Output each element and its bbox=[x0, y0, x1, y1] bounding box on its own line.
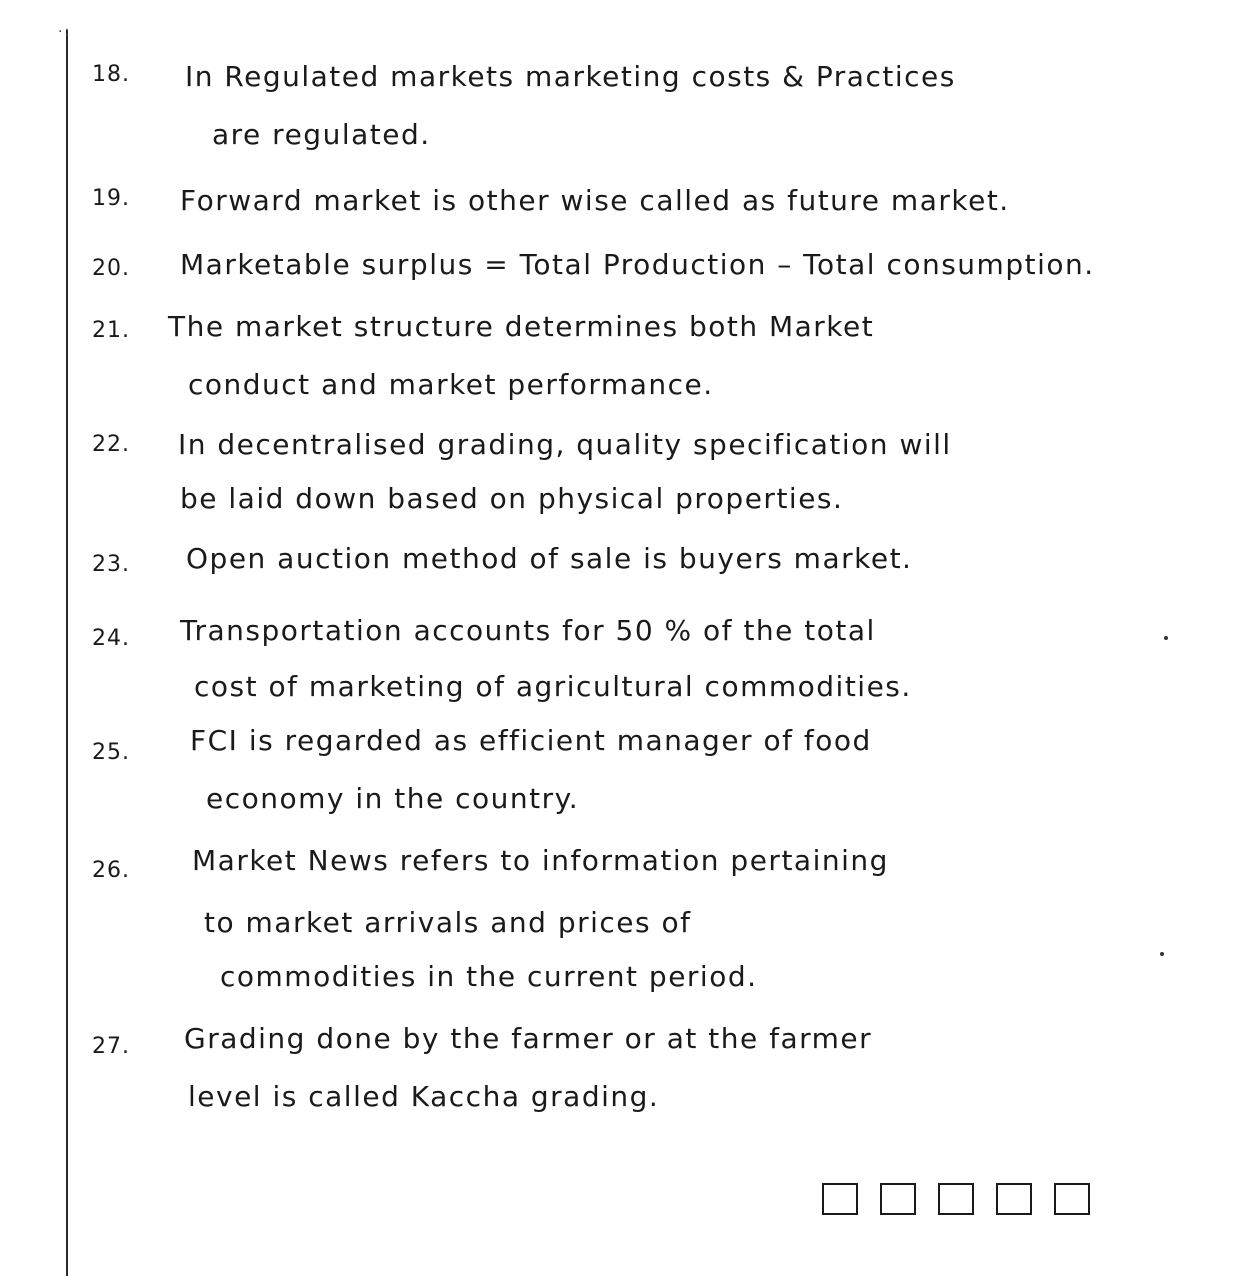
footer-box bbox=[1054, 1183, 1090, 1215]
entry-number: 20. bbox=[92, 256, 130, 281]
entry-text: In decentralised grading, quality specification will bbox=[178, 428, 952, 461]
entry-number: 19. bbox=[92, 186, 130, 211]
entry-text: are regulated. bbox=[212, 118, 431, 151]
entry-text: commodities in the current period. bbox=[220, 960, 758, 993]
entry-number: 27. bbox=[92, 1034, 130, 1059]
entry-text: be laid down based on physical properties. bbox=[180, 482, 844, 515]
footer-boxes bbox=[822, 1183, 1090, 1215]
margin-line bbox=[66, 30, 68, 1276]
entry-text: Grading done by the farmer or at the farmer bbox=[184, 1022, 873, 1055]
entry-number: 21. bbox=[92, 318, 130, 343]
entry-text: FCI is regarded as efficient manager of food bbox=[190, 724, 872, 757]
ink-speck bbox=[1160, 952, 1164, 956]
entry-text: Marketable surplus = Total Production – Total consumption. bbox=[180, 248, 1095, 281]
entry-text: Market News refers to information pertaining bbox=[192, 844, 889, 877]
entry-text: level is called Kaccha grading. bbox=[188, 1080, 660, 1113]
entry-text: economy in the country. bbox=[206, 782, 580, 815]
entry-text: Forward market is other wise called as future market. bbox=[180, 184, 1010, 217]
entry-number: 18. bbox=[92, 62, 130, 87]
entry-text: conduct and market performance. bbox=[188, 368, 714, 401]
entry-text: Transportation accounts for 50 % of the total bbox=[180, 614, 876, 647]
ink-speck bbox=[1164, 636, 1168, 640]
entry-number: 26. bbox=[92, 858, 130, 883]
entry-number: 23. bbox=[92, 552, 130, 577]
entry-number: 22. bbox=[92, 432, 130, 457]
entry-text: The market structure determines both Market bbox=[168, 310, 875, 343]
footer-box bbox=[938, 1183, 974, 1215]
footer-box bbox=[880, 1183, 916, 1215]
footer-box bbox=[996, 1183, 1032, 1215]
entry-number: 25. bbox=[92, 740, 130, 765]
entry-text: Open auction method of sale is buyers market. bbox=[186, 542, 913, 575]
entry-number: 24. bbox=[92, 626, 130, 651]
footer-box bbox=[822, 1183, 858, 1215]
entry-text: In Regulated markets marketing costs & Practices bbox=[185, 60, 956, 93]
entry-text: to market arrivals and prices of bbox=[204, 906, 692, 939]
top-mark: ·: bbox=[58, 24, 72, 40]
entry-text: cost of marketing of agricultural commodities. bbox=[194, 670, 912, 703]
